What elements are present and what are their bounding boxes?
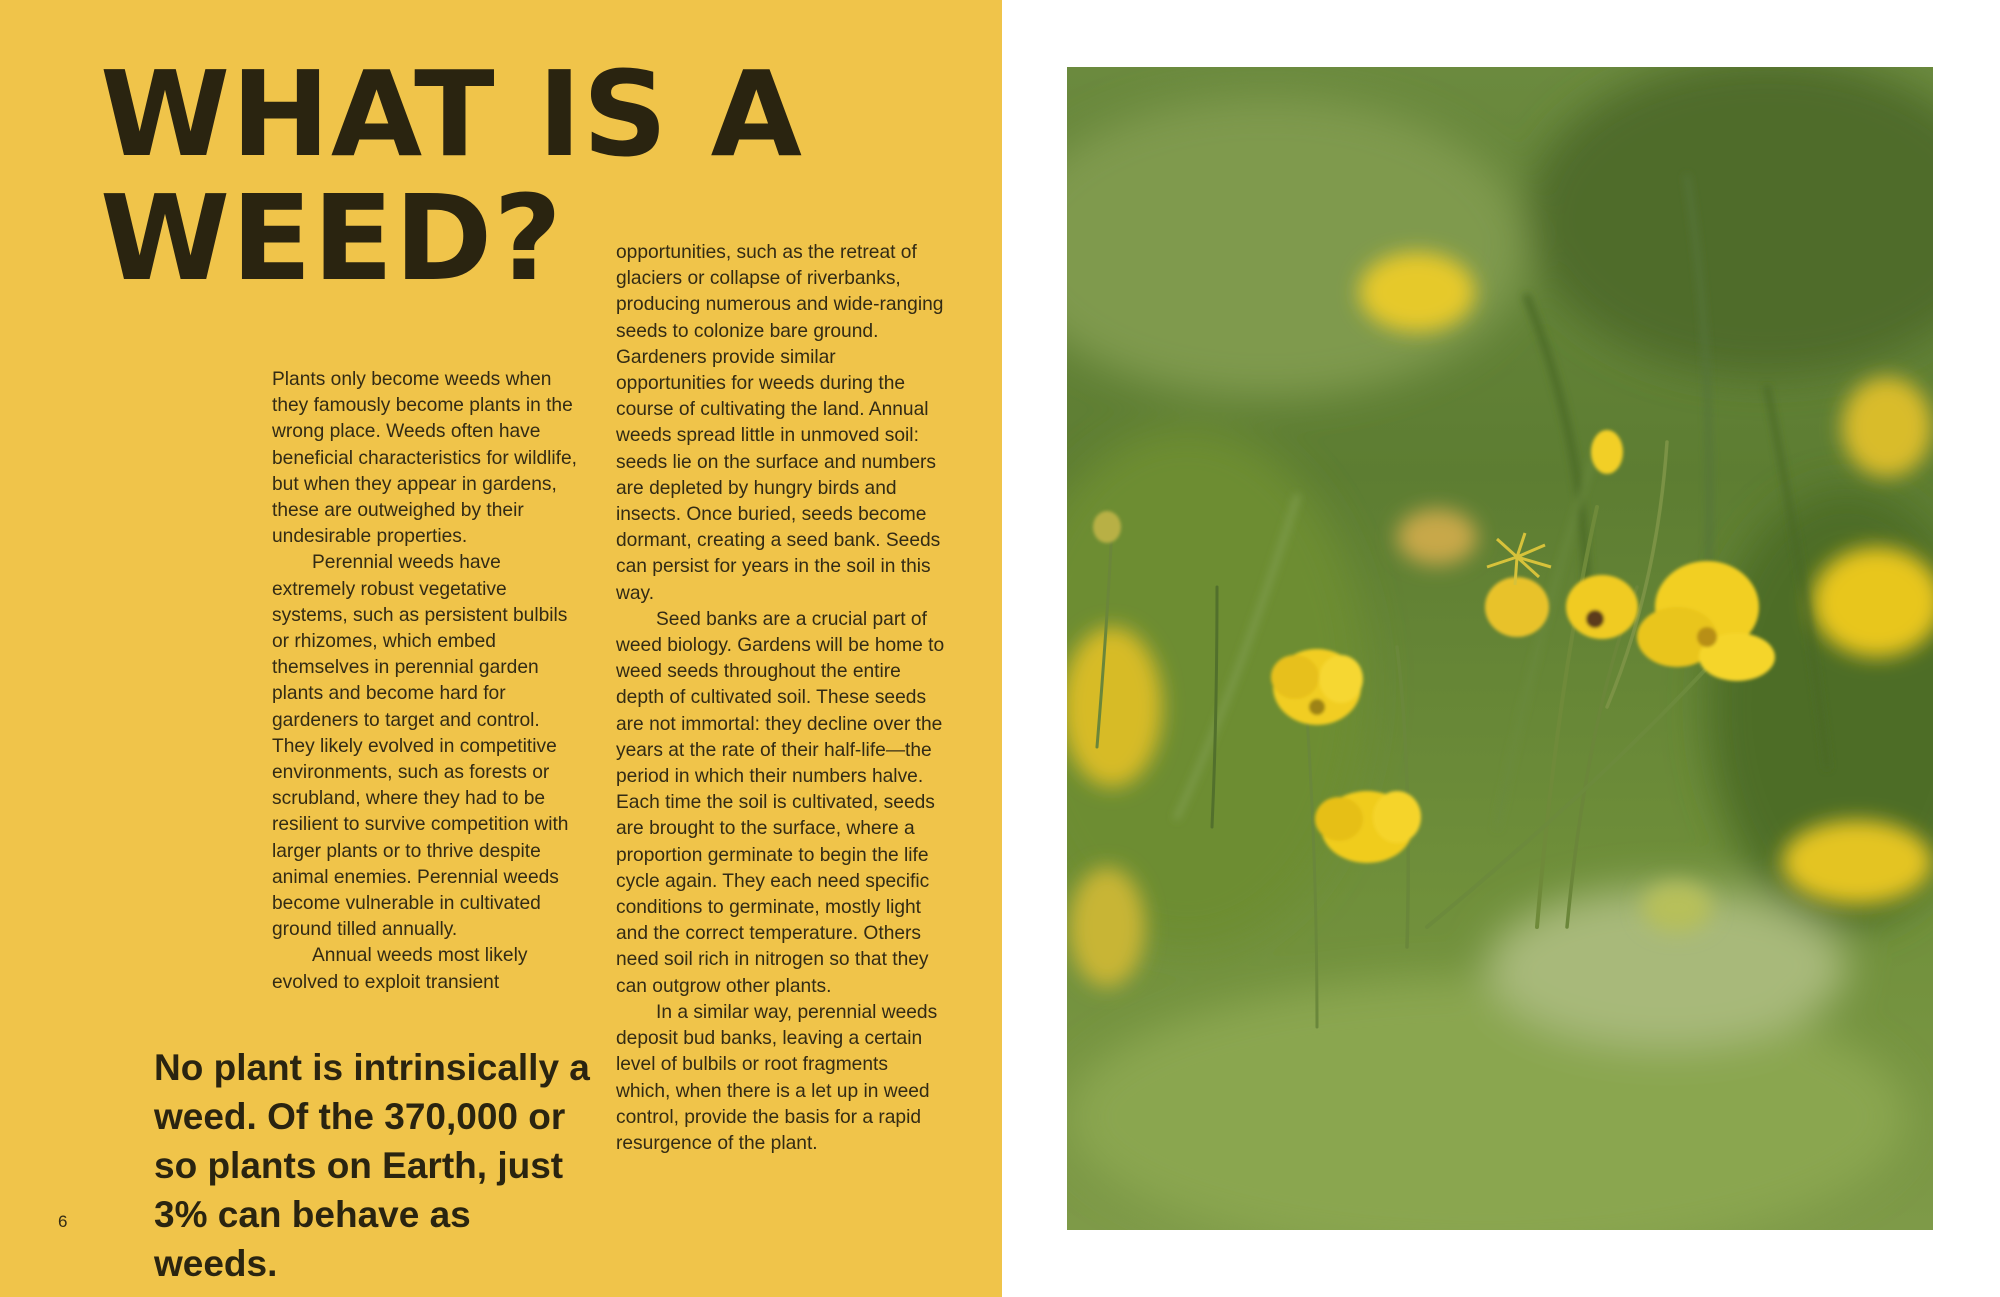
title-line-1: WHAT IS A <box>100 45 803 183</box>
paragraph: In a similar way, perennial weeds deposit bud banks, leaving a certain level of bulbils or root fragments which, when there is a let up in weed control, provide the basis for a rapid resurgence of the plant. <box>616 1001 938 1154</box>
body-column-1 <box>272 367 582 996</box>
paragraph: opportunities, such as the retreat of glaciers or collapse of riverbanks, producing numerous and wide-ranging seeds to colonize bare ground. Gardeners provide similar opportunities for weeds during the course of cultivating the land. Annual weeds spread little in unmoved soil: seeds lie on the surface and numbers are depleted by hungry birds and insects. Once buried, seeds become dormant, creating a seed bank. Seeds can persist for years in the soil in this way. <box>616 242 944 604</box>
paragraph: Annual weeds most likely evolved to exploit transient <box>272 945 528 993</box>
paragraph: Plants only become weeds when they famously become plants in the wrong place. Weeds often have beneficial characteristics for wildlife, but when they appear in gardens, these are outweighed by their undesirable properties. <box>272 369 577 548</box>
pull-quote: No plant is intrinsically a weed. Of the 370,000 or so plants on Earth, just 3% can behave as weeds. <box>154 1047 590 1284</box>
paragraph: Perennial weeds have extremely robust vegetative systems, such as persistent bulbils or rhizomes, which embed themselves in perennial garden plants and become hard for gardeners to target and control. They likely evolved in competitive environments, such as forests or scrubland, where they had to be resilient to survive competition with larger plants or to thrive despite animal enemies. Perennial weeds become vulnerable in cultivated ground tilled annually. <box>272 552 569 941</box>
body-column-2 <box>616 240 946 1157</box>
photo-illustration <box>1067 67 1933 1230</box>
title-line-2: WEED? <box>100 169 563 307</box>
buttercup-meadow-photo <box>1067 67 1933 1230</box>
paragraph: Seed banks are a crucial part of weed biology. Gardens will be home to weed seeds throughout the entire depth of cultivated soil. These seeds are not immortal: they decline over the years at the rate of their half-life—the period in which their numbers halve. Each time the soil is cultivated, seeds are brought to the surface, where a proportion germinate to begin the life cycle again. They each need specific conditions to germinate, mostly light and the correct temperature. Others need soil rich in nitrogen so that they can outgrow other plants. <box>616 608 945 997</box>
page-number: 6 <box>58 1212 68 1231</box>
